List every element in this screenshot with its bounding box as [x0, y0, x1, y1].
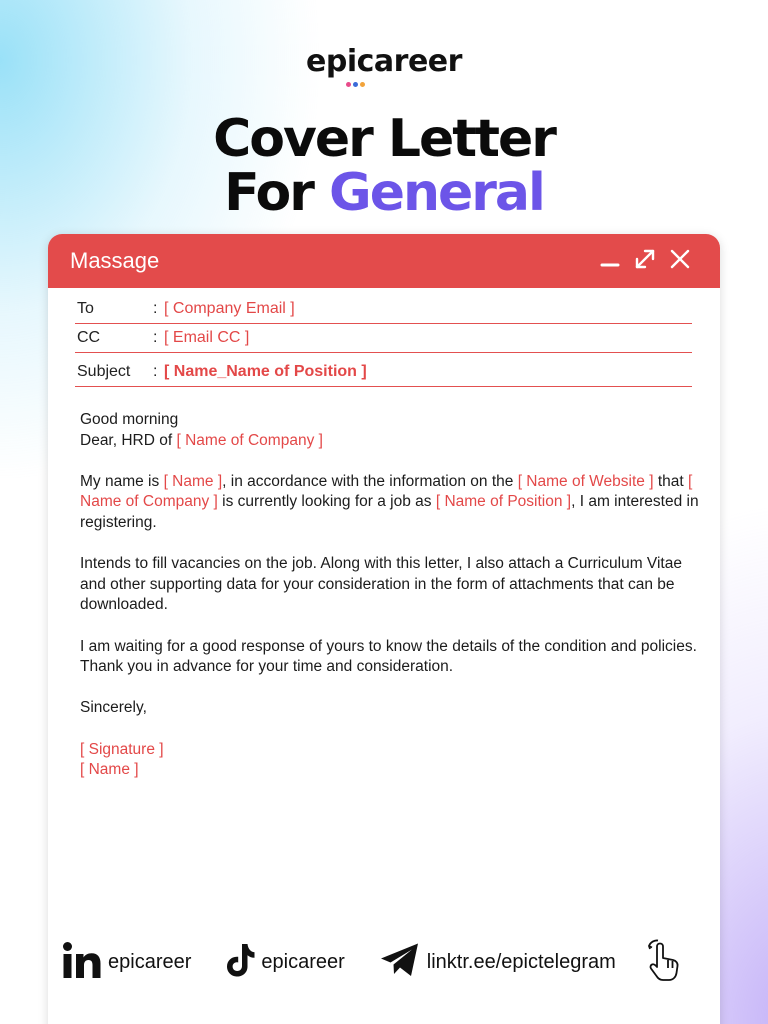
minimize-icon[interactable]	[600, 249, 620, 274]
letter-paragraph-2: Intends to fill vacancies on the job. Along with this letter, I also attach a Curriculum Vitae and other supporting data for your consideration in the form of attachments that can be downloaded.	[80, 555, 682, 614]
tiktok-link[interactable]	[225, 942, 344, 983]
linkedin-handle: epicareer	[108, 950, 192, 973]
window-title: Massage	[70, 248, 160, 273]
subject-field[interactable]	[75, 357, 692, 387]
subject-value[interactable]: [ Name_Name of Position ]	[164, 363, 367, 380]
tiktok-icon	[225, 942, 255, 983]
telegram-icon	[379, 941, 421, 984]
website-placeholder: [ Name of Website ]	[517, 472, 654, 490]
page-headline	[0, 109, 768, 223]
maximize-icon[interactable]	[634, 248, 656, 275]
window-controls	[600, 248, 690, 275]
signature-placeholder: [ Signature ]	[80, 740, 164, 758]
p1-text-e: , I am interested in registering.	[80, 493, 699, 531]
company-placeholder: [ Name of Company ]	[176, 431, 323, 449]
cc-field[interactable]	[75, 323, 692, 353]
letter-paragraph-3: I am waiting for a good response of yours to know the details of the condition and policies. Thank you in advance for your time and consideration.	[80, 637, 697, 676]
message-window	[48, 234, 720, 1024]
to-field[interactable]	[75, 294, 692, 324]
close-icon[interactable]	[670, 249, 690, 274]
linkedin-link[interactable]	[62, 941, 191, 984]
letter-paragraph-1	[80, 472, 700, 534]
cc-separator: :	[153, 329, 158, 346]
window-titlebar	[48, 234, 720, 288]
signature-name-placeholder: [ Name ]	[80, 761, 139, 779]
to-value[interactable]: [ Company Email ]	[164, 300, 295, 317]
letter-signature-block	[80, 740, 700, 781]
to-label: To	[77, 300, 94, 317]
to-separator: :	[153, 300, 158, 317]
headline-line2-plain: For	[224, 163, 313, 223]
social-footer	[62, 940, 712, 984]
tap-hand-icon[interactable]	[646, 938, 682, 987]
subject-label: Subject	[77, 363, 131, 380]
telegram-link[interactable]	[379, 941, 616, 984]
p1-text-b: , in accordance with the information on the	[222, 472, 514, 490]
name-placeholder: [ Name ]	[163, 472, 223, 490]
p1-text-a: My name is	[80, 472, 160, 490]
greeting: Good morning	[80, 411, 179, 428]
p1-text-d: is currently looking for a job as	[222, 493, 432, 511]
headline-line1: Cover Letter	[213, 109, 555, 169]
brand-logo: epicareer	[306, 44, 462, 79]
p1-text-c: that	[657, 472, 684, 490]
dear-prefix: Dear, HRD of	[80, 431, 173, 449]
letter-body[interactable]	[80, 410, 700, 801]
headline-line2-accent: General	[329, 163, 544, 223]
headline-line2	[0, 163, 768, 223]
company-placeholder-2: [ Name of Company ]	[80, 472, 693, 511]
linkedin-icon	[62, 941, 102, 984]
letter-opening	[80, 410, 700, 451]
cc-label: CC	[77, 329, 101, 346]
tiktok-handle: epicareer	[261, 950, 345, 973]
position-placeholder: [ Name of Position ]	[435, 493, 572, 511]
telegram-link-text: linktr.ee/epictelegram	[426, 950, 616, 973]
cc-value[interactable]: [ Email CC ]	[164, 329, 250, 346]
logo-dots-icon	[346, 82, 365, 87]
letter-closing: Sincerely,	[80, 699, 147, 717]
subject-separator: :	[153, 363, 158, 380]
